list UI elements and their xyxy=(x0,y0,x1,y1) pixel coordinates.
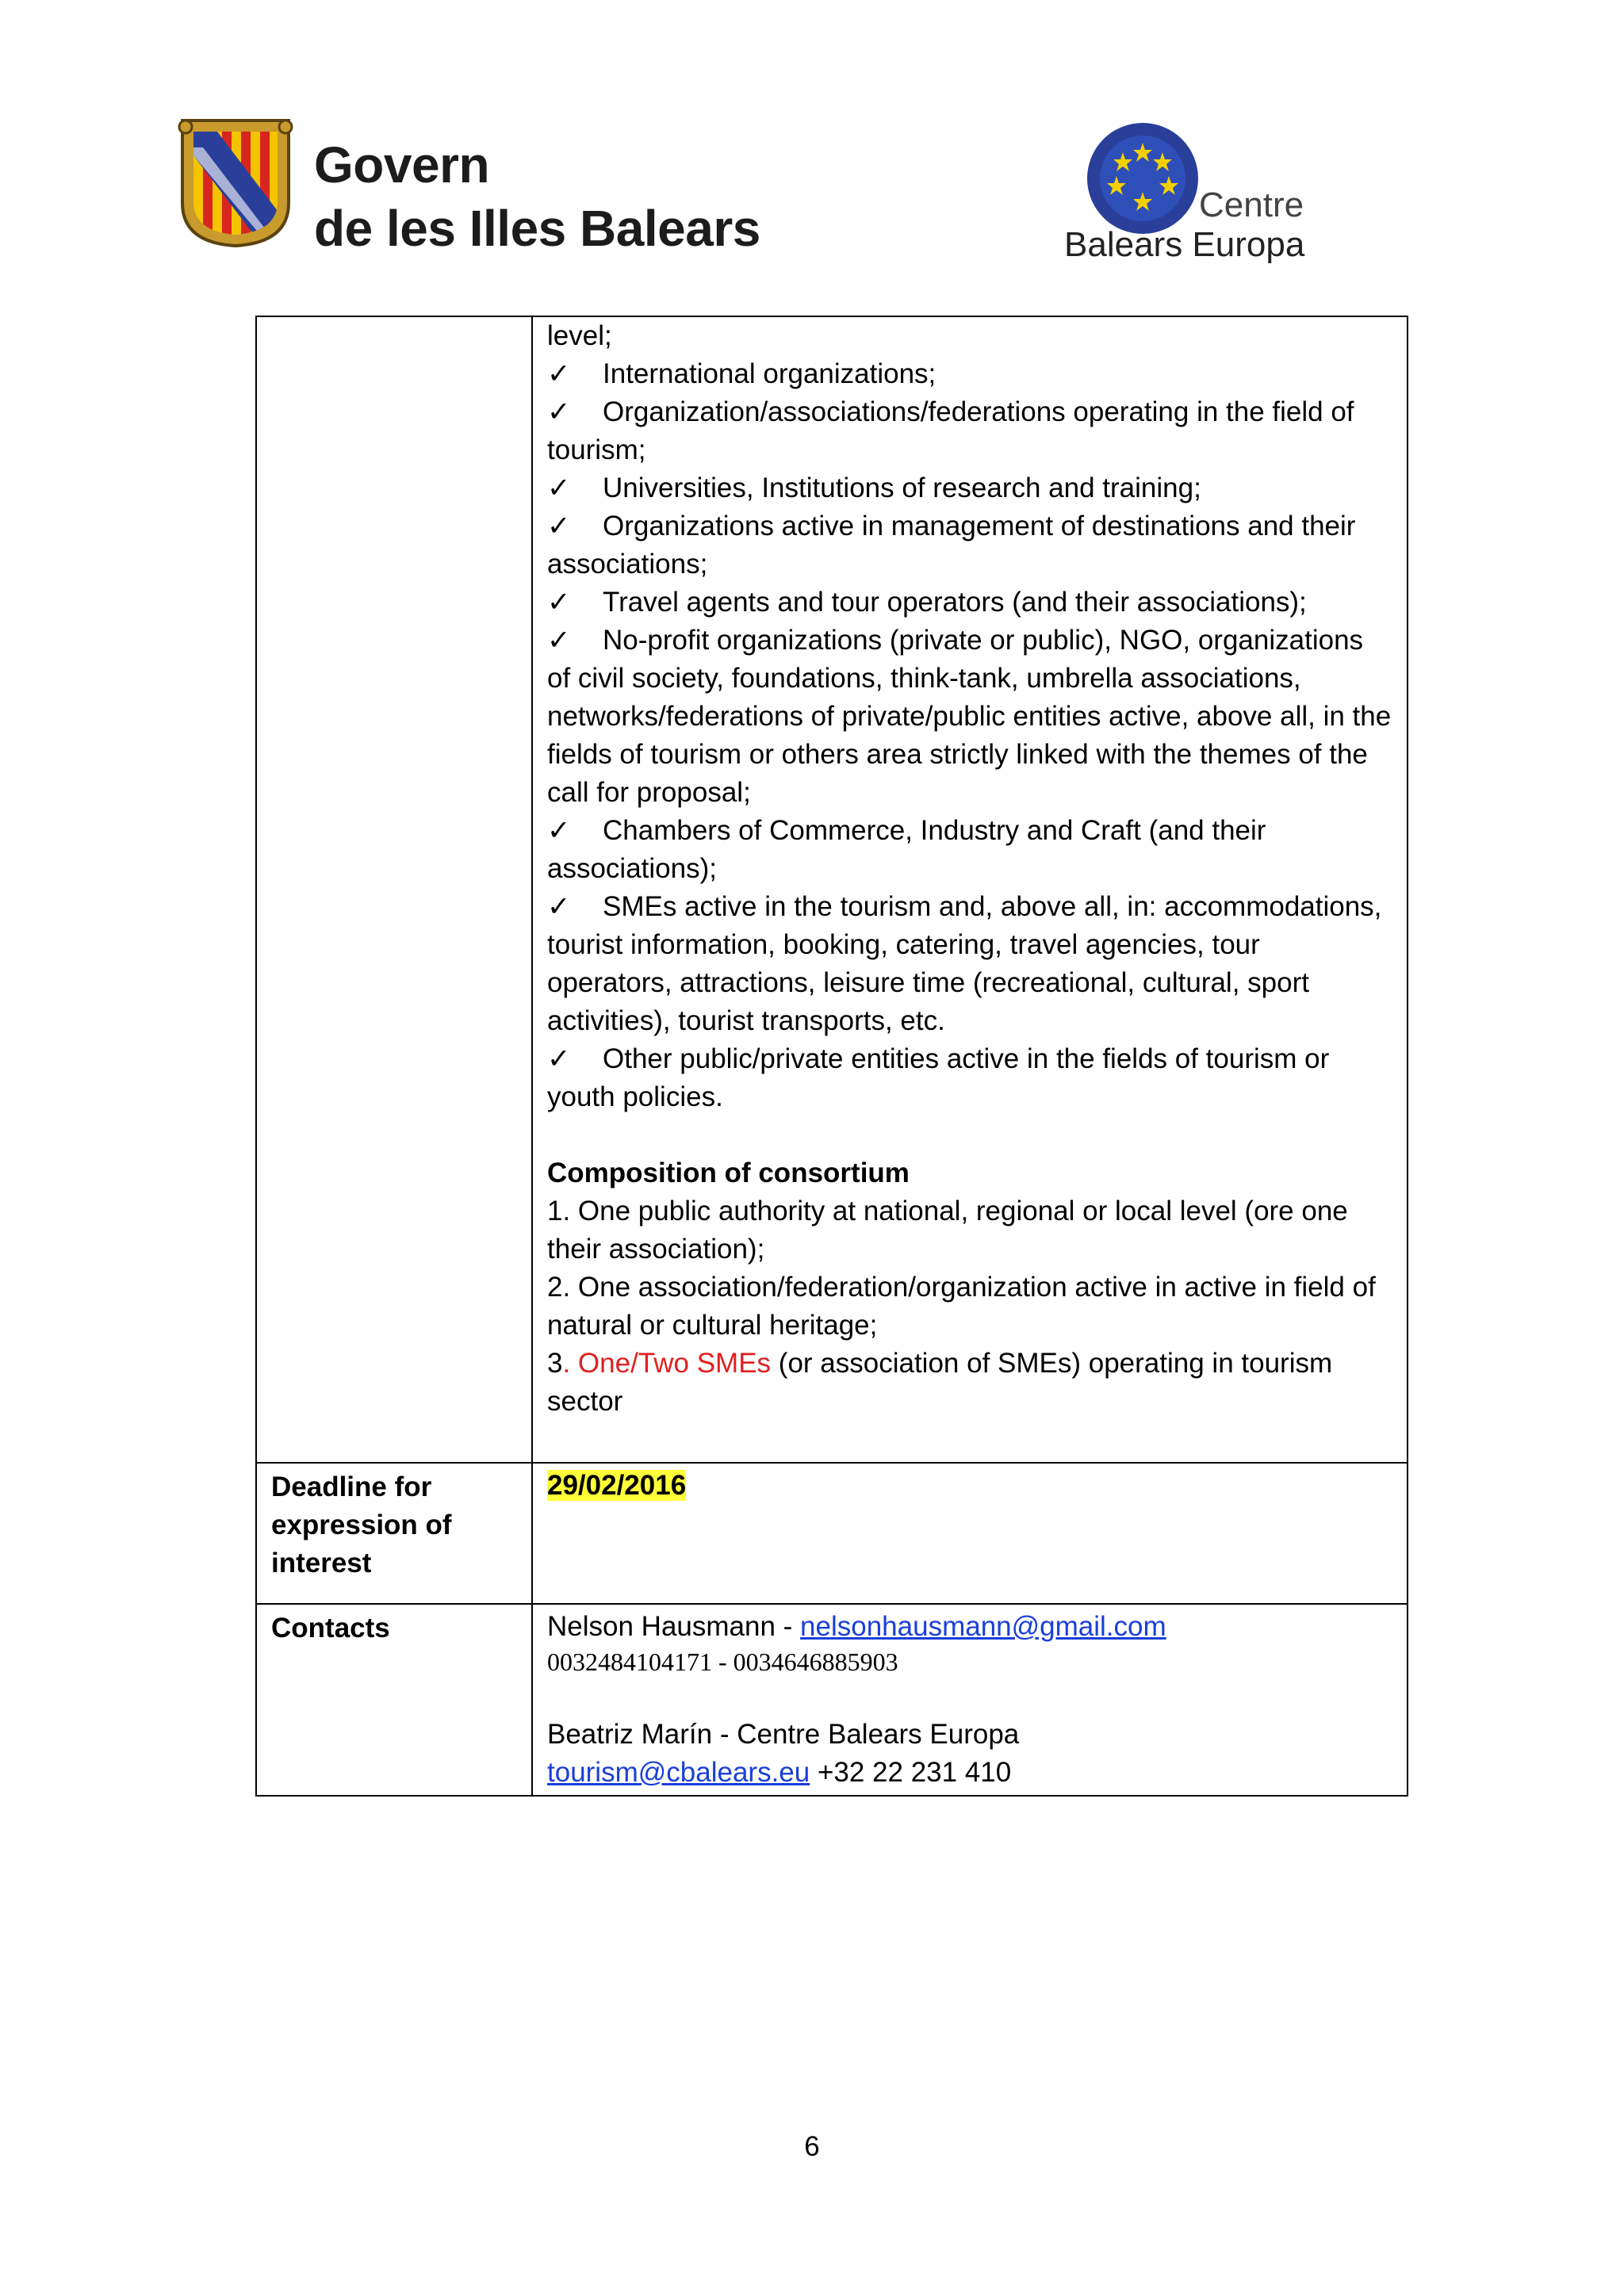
govern-coat-of-arms-logo xyxy=(174,116,297,249)
composition-item: 3. One/Two SMEs (or association of SMEs) operating in tourism sector xyxy=(547,1348,1333,1417)
checkmark-icon: ✓ xyxy=(547,396,571,427)
deadline-label: Deadline for expression of interest xyxy=(256,1463,532,1604)
list-item: ✓ Travel agents and tour operators (and their associations); xyxy=(547,584,1392,622)
contacts-cell xyxy=(532,1604,1408,1796)
govern-line2: de les Illes Balears xyxy=(314,200,760,257)
composition-item: 1. One public authority at national, regional or local level (ore one their association); xyxy=(547,1196,1348,1265)
contact-phones-1: 0032484104171 - 0034646885903 xyxy=(547,1647,898,1676)
spacer xyxy=(547,1116,1392,1154)
list-item: ✓ No-profit organizations (private or public), NGO, organizations of civil society, foundations, think-tank, umbrella associations, networks/federations of private/public entities active, above all, in the fields of tourism or others area strictly linked with the themes of the call for proposal; xyxy=(547,622,1392,812)
checkmark-icon: ✓ xyxy=(547,358,571,389)
list-item: ✓ Organization/associations/federations operating in the field of tourism; xyxy=(547,393,1392,469)
list-item: ✓ Other public/private entities active in the fields of tourism or youth policies. xyxy=(547,1040,1392,1116)
deadline-cell xyxy=(532,1463,1408,1604)
email-link-1[interactable]: nelsonhausmann@gmail.com xyxy=(800,1611,1166,1642)
govern-wordmark xyxy=(314,133,760,260)
checkmark-icon: ✓ xyxy=(547,891,571,922)
eligible-partners-cell xyxy=(532,316,1408,1463)
checkmark-icon: ✓ xyxy=(547,587,571,618)
page-number: 6 xyxy=(804,2131,820,2162)
checkmark-icon: ✓ xyxy=(547,815,571,846)
deadline-row xyxy=(256,1463,1408,1604)
list-item: ✓ Chambers of Commerce, Industry and Craft (and their associations); xyxy=(547,812,1392,888)
list-item: ✓ SMEs active in the tourism and, above all, in: accommodations, tourist information, booking, catering, travel agencies, tour operators, attractions, leisure time (recreational, cultural, sport activities), tourist transports, etc. xyxy=(547,888,1392,1040)
composition-heading: Composition of consortium xyxy=(547,1158,910,1188)
spacer xyxy=(547,1678,1392,1716)
checkmark-icon: ✓ xyxy=(547,625,571,656)
composition-item: 2. One association/federation/organization active in active in field of natural or cultural heritage; xyxy=(547,1272,1376,1341)
centre-balears-europa-logo xyxy=(1083,119,1202,238)
deadline-date: 29/02/2016 xyxy=(547,1470,687,1501)
list-item: ✓ International organizations; xyxy=(547,355,1392,393)
level-text: level; xyxy=(547,320,612,351)
cbe-centre-text: Centre xyxy=(1199,186,1304,224)
empty-label-cell xyxy=(256,316,532,1463)
contact-person-2: Beatriz Marín - Centre Balears Europa xyxy=(547,1719,1020,1750)
call-details-table xyxy=(255,316,1408,1797)
contacts-label: Contacts xyxy=(256,1604,532,1796)
checkmark-icon: ✓ xyxy=(547,1043,571,1074)
eligible-partners-row xyxy=(256,316,1408,1463)
page-header xyxy=(0,0,1624,301)
cbe-balears-text: Balears Europa xyxy=(1064,225,1305,264)
contacts-row xyxy=(256,1604,1408,1796)
govern-line1: Govern xyxy=(314,136,490,193)
email-link-2[interactable]: tourism@cbalears.eu xyxy=(547,1757,810,1788)
smes-highlight-text: . One/Two SMEs xyxy=(562,1348,772,1379)
checkmark-icon: ✓ xyxy=(547,473,571,503)
checkmark-icon: ✓ xyxy=(547,511,571,541)
contact-person-1: Nelson Hausmann - nelsonhausmann@gmail.com xyxy=(547,1611,1166,1642)
contact-line-2: tourism@cbalears.eu +32 22 231 410 xyxy=(547,1757,1012,1788)
list-item: ✓ Universities, Institutions of research and training; xyxy=(547,469,1392,507)
list-item: ✓ Organizations active in management of destinations and their associations; xyxy=(547,507,1392,584)
